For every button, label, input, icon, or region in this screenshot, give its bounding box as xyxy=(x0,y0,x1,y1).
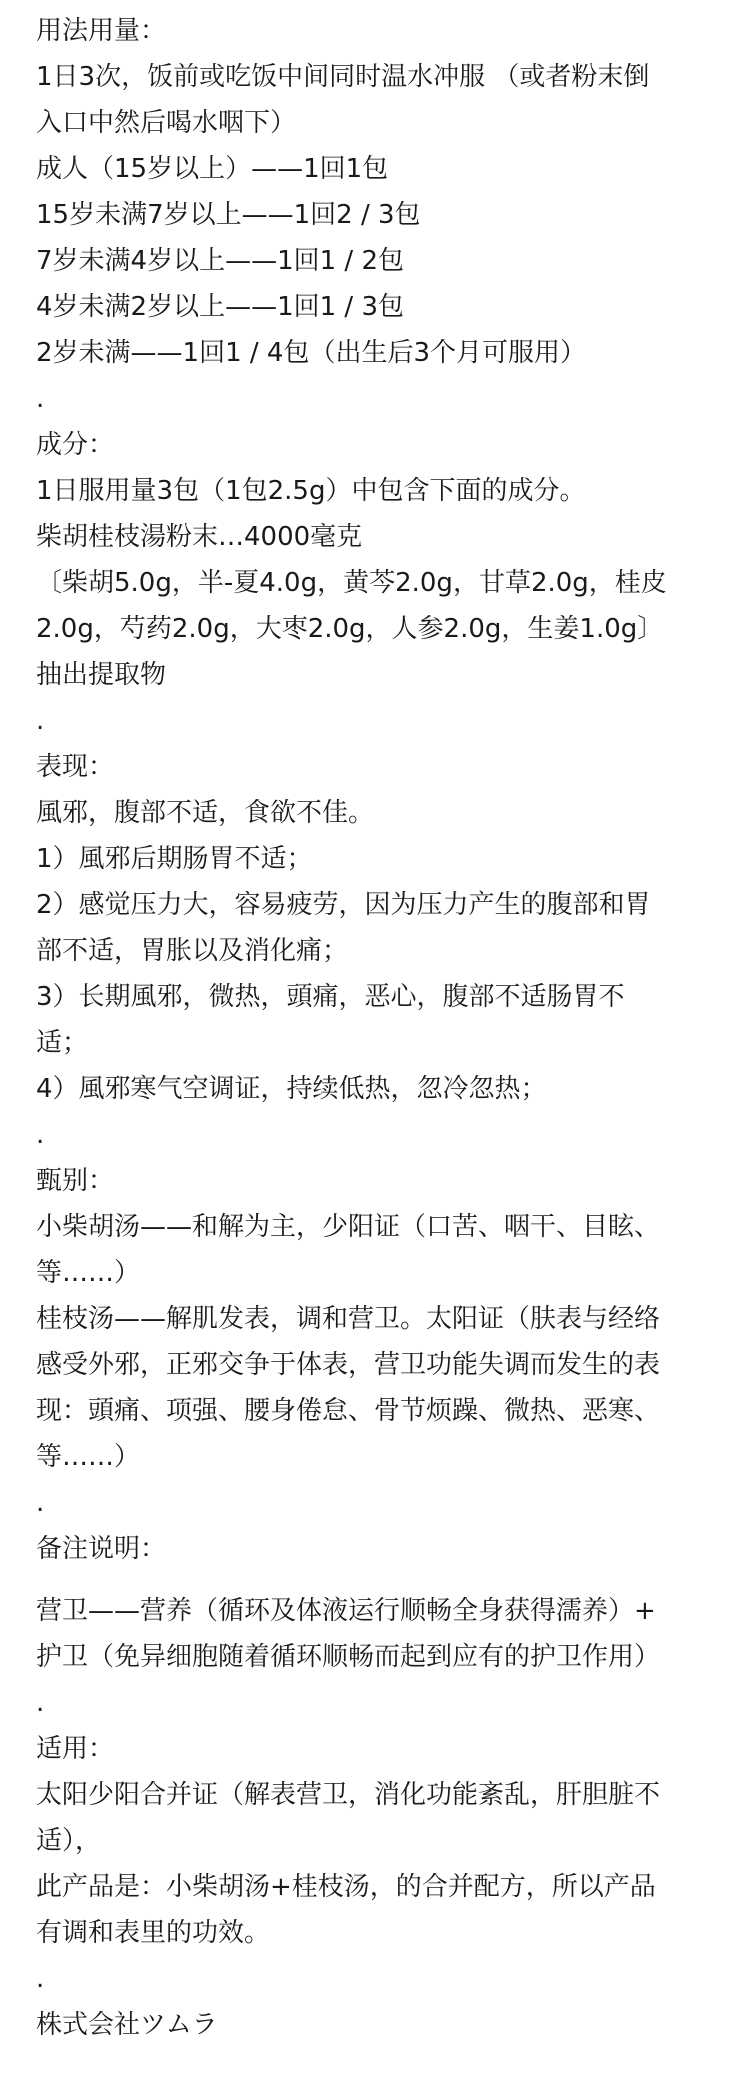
ingredient-line: 〔柴胡5.0g，半-夏4.0g，黄芩2.0g，甘草2.0g，桂皮 xyxy=(36,568,667,598)
separator-dot: . xyxy=(36,1688,45,1718)
text-line: 抽出提取物 xyxy=(36,660,167,690)
text-line: 现：頭痛、项强、腰身倦怠、骨节烦躁、微热、恶寒、 xyxy=(36,1396,661,1426)
separator-dot: . xyxy=(36,706,45,736)
separator-dot: . xyxy=(36,1964,45,1994)
dosage-line: 15岁未满7岁以上——1回2 / 3包 xyxy=(36,200,421,230)
text-line: 感受外邪，正邪交争于体表，营卫功能失调而发生的表 xyxy=(36,1350,661,1380)
dosage-line: 7岁未满4岁以上——1回1 / 2包 xyxy=(36,246,404,276)
text-line: 太阳少阳合并证（解表营卫，消化功能紊乱，肝胆脏不 xyxy=(36,1780,661,1810)
ingredient-line: 2.0g，芍药2.0g，大枣2.0g，人参2.0g，生姜1.0g〕 xyxy=(36,614,664,644)
text-line: 护卫（免异细胞随着循环顺畅而起到应有的护卫作用） xyxy=(36,1642,661,1672)
text-line: 1日3次，饭前或吃饭中间同时温水冲服 （或者粉末倒 xyxy=(36,62,650,92)
text-line: 桂枝汤——解肌发表，调和营卫。太阳证（肤表与经络 xyxy=(36,1304,661,1334)
separator-dot: . xyxy=(36,1488,45,1518)
list-item: 4）風邪寒气空调证，持续低热，忽冷忽热； xyxy=(36,1074,547,1104)
text-line: 有调和表里的功效。 xyxy=(36,1918,271,1948)
list-item: 2）感觉压力大，容易疲劳，因为压力产生的腹部和胃 xyxy=(36,890,651,920)
text-line: 此产品是：小柴胡汤+桂枝汤，的合并配方，所以产品 xyxy=(36,1872,656,1902)
text-line: 等……） xyxy=(36,1442,141,1472)
list-item: 1）風邪后期肠胃不适； xyxy=(36,844,313,874)
text-line: 入口中然后喝水咽下） xyxy=(36,108,297,138)
text-line: 柴胡桂枝湯粉末…4000毫克 xyxy=(36,522,363,552)
text-line: 等……） xyxy=(36,1258,141,1288)
dosage-line: 2岁未满——1回1 / 4包（出生后3个月可服用） xyxy=(36,338,586,368)
list-item: 3）长期風邪，微热，頭痛，恶心，腹部不适肠胃不 xyxy=(36,982,625,1012)
company-name: 株式会社ツムラ xyxy=(36,2010,218,2040)
text-line: 小柴胡汤——和解为主，少阳证（口苦、咽干、目眩、 xyxy=(36,1212,661,1242)
dosage-line: 成人（15岁以上）——1回1包 xyxy=(36,154,389,184)
text-line: 适）， xyxy=(36,1826,102,1856)
list-item-continuation: 部不适，胃胀以及消化痛； xyxy=(36,936,349,966)
text-line: 1日服用量3包（1包2.5g）中包含下面的成分。 xyxy=(36,476,586,506)
separator-dot: . xyxy=(36,384,45,414)
separator-dot: . xyxy=(36,1120,45,1150)
text-line: 营卫——营养（循环及体液运行顺畅全身获得濡养）+ xyxy=(36,1596,656,1626)
section-heading-applicable: 适用： xyxy=(36,1734,115,1764)
dosage-line: 4岁未满2岁以上——1回1 / 3包 xyxy=(36,292,404,322)
text-line: 風邪，腹部不适，食欲不佳。 xyxy=(36,798,375,828)
section-heading-symptoms: 表现： xyxy=(36,752,115,782)
list-item-continuation: 适； xyxy=(36,1028,89,1058)
section-heading-differentiation: 甄别： xyxy=(36,1166,115,1196)
section-heading-usage: 用法用量： xyxy=(36,16,167,46)
section-heading-notes: 备注说明： xyxy=(36,1534,167,1564)
section-heading-ingredients: 成分： xyxy=(36,430,115,460)
